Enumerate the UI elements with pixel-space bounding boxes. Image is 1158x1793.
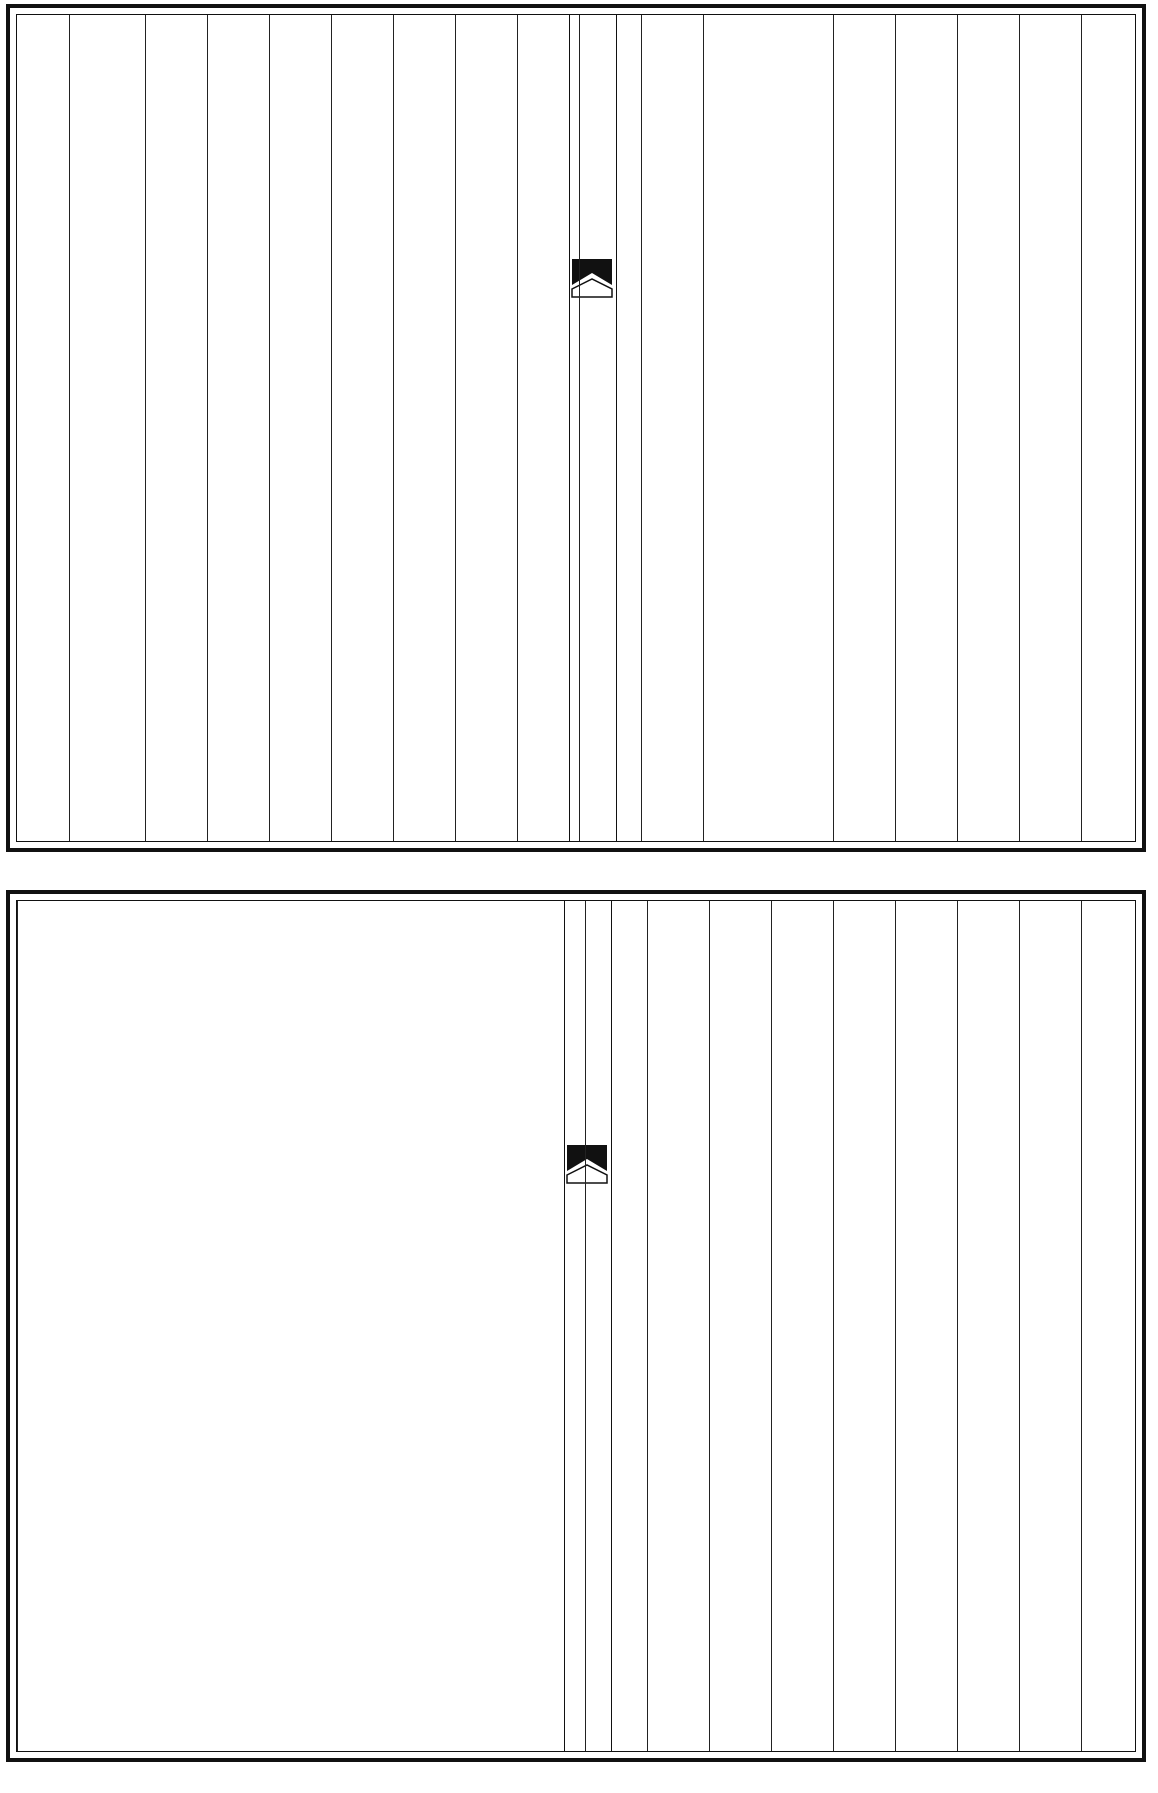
column-rule	[833, 901, 834, 1751]
text-column	[215, 23, 234, 837]
column-rule	[17, 901, 18, 1751]
text-column	[1089, 23, 1108, 837]
column-rule	[579, 15, 580, 841]
text-column	[153, 23, 172, 837]
text-column	[593, 909, 612, 1747]
text-column	[965, 23, 984, 837]
text-column	[903, 909, 922, 1747]
column-rule	[1019, 901, 1020, 1751]
column-rule	[957, 901, 958, 1751]
column-rule	[833, 15, 834, 841]
column-rule	[455, 15, 456, 841]
text-column	[717, 909, 736, 1747]
column-rule	[709, 901, 710, 1751]
text-column	[77, 23, 96, 837]
text-column	[401, 23, 420, 837]
column-rule	[771, 901, 772, 1751]
column-rule	[703, 15, 704, 841]
text-column	[277, 23, 296, 837]
column-rule	[331, 15, 332, 841]
text-column	[903, 23, 922, 837]
text-column	[711, 23, 730, 837]
text-column	[841, 23, 860, 837]
text-column	[649, 23, 668, 837]
text-column	[339, 23, 358, 837]
text-column	[463, 23, 482, 837]
column-rule	[647, 901, 648, 1751]
column-rule	[207, 15, 208, 841]
column-rule	[1081, 15, 1082, 841]
column-rule	[957, 15, 958, 841]
upper-page	[6, 4, 1146, 852]
column-rule	[69, 15, 70, 841]
text-column	[1027, 909, 1046, 1747]
lower-page-frame	[16, 900, 1136, 1752]
text-column	[965, 909, 984, 1747]
column-rule	[641, 15, 642, 841]
column-rule	[1081, 901, 1082, 1751]
text-column	[587, 23, 606, 837]
text-column	[1089, 909, 1108, 1747]
lower-page	[6, 890, 1146, 1762]
text-column	[655, 909, 674, 1747]
column-rule	[1019, 15, 1020, 841]
text-column	[17, 909, 36, 1747]
text-column	[525, 23, 544, 837]
column-rule	[895, 15, 896, 841]
text-column	[841, 909, 860, 1747]
column-rule	[585, 901, 586, 1751]
column-rule	[517, 15, 518, 841]
text-column	[1027, 23, 1046, 837]
column-rule	[895, 901, 896, 1751]
column-rule	[145, 15, 146, 841]
column-rule	[269, 15, 270, 841]
column-rule	[393, 15, 394, 841]
upper-page-frame	[16, 14, 1136, 842]
text-column	[779, 909, 798, 1747]
